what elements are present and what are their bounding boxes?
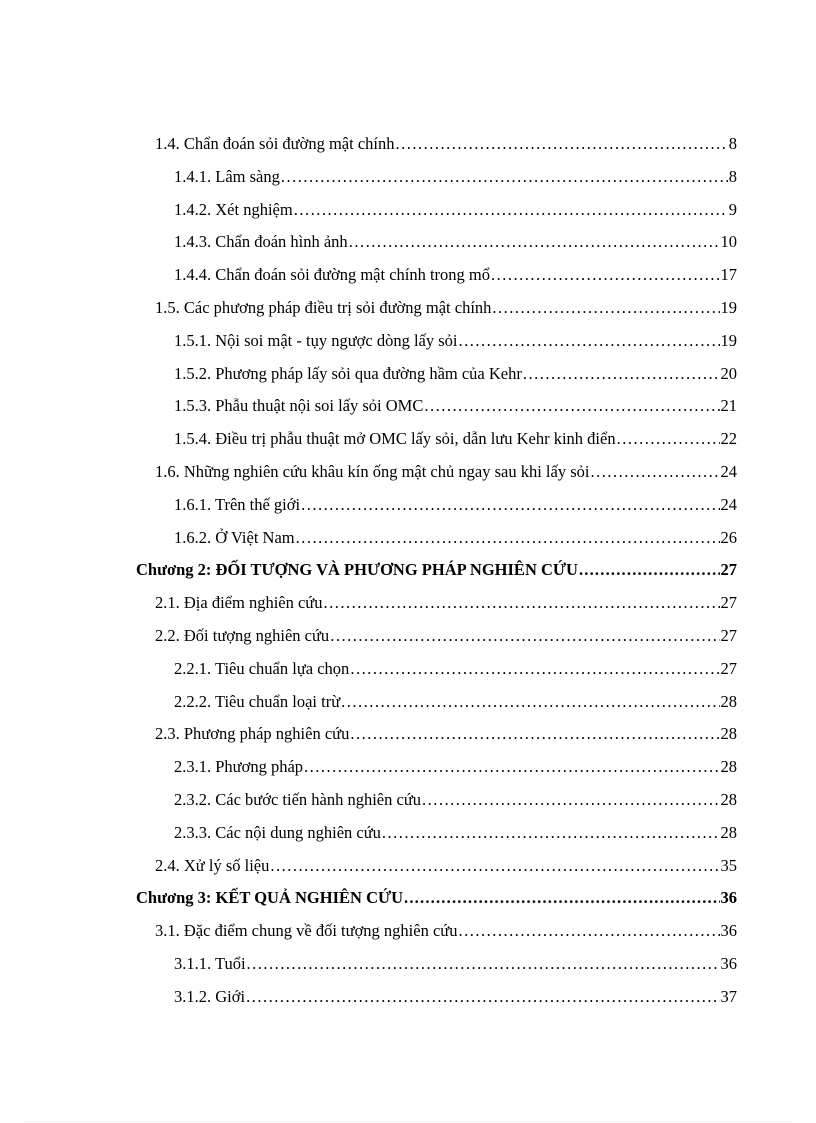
- toc-page-number: 36: [720, 954, 737, 973]
- toc-entry: [174, 821, 737, 845]
- toc-entry-title: 2.4. Xử lý số liệu: [155, 856, 270, 875]
- toc-entry: [155, 132, 737, 156]
- toc-page-number: 21: [720, 396, 737, 415]
- page-bottom-divider: [24, 1121, 792, 1122]
- dot-leader: [491, 263, 719, 287]
- toc-entry-title: 1.4. Chẩn đoán sỏi đường mật chính: [155, 134, 395, 153]
- dot-leader: [281, 165, 728, 189]
- toc-entry: [174, 329, 737, 353]
- toc-entry-title: 2.1. Địa điểm nghiên cứu: [155, 593, 323, 612]
- toc-entry-title: 1.4.3. Chẩn đoán hình ảnh: [174, 232, 348, 251]
- toc-page-number: 19: [720, 331, 737, 350]
- dot-leader: [304, 755, 719, 779]
- toc-entry: [174, 690, 737, 714]
- toc-page-number: 28: [720, 757, 737, 776]
- toc-page-number: 9: [728, 200, 737, 219]
- dot-leader: [404, 886, 719, 910]
- toc-entry: [174, 493, 737, 517]
- toc-entry: [174, 755, 737, 779]
- dot-leader: [349, 230, 720, 254]
- toc-page-number: 27: [720, 659, 737, 678]
- dot-leader: [247, 952, 720, 976]
- toc-page-number: 8: [728, 134, 737, 153]
- toc-entry: [155, 296, 737, 320]
- toc-entry: [155, 591, 737, 615]
- toc-entry: [174, 394, 737, 418]
- toc-entry: [174, 198, 737, 222]
- toc-page-number: 24: [720, 462, 737, 481]
- toc-page-number: 8: [728, 167, 737, 186]
- toc-entry-title: 3.1. Đặc điểm chung về đối tượng nghiên cứu: [155, 921, 458, 940]
- toc-entry: [174, 657, 737, 681]
- toc-page-number: 27: [720, 593, 737, 612]
- dot-leader: [579, 558, 720, 582]
- toc-page-number: 19: [720, 298, 737, 317]
- toc-page-number: 22: [720, 429, 737, 448]
- toc-entry-title: 1.4.2. Xét nghiệm: [174, 200, 293, 219]
- toc-entry: [174, 362, 737, 386]
- dot-leader: [617, 427, 720, 451]
- toc-entry-title: 1.6.2. Ở Việt Nam: [174, 528, 295, 547]
- toc-entry-title: 3.1.2. Giới: [174, 987, 246, 1006]
- toc-page-number: 10: [720, 232, 737, 251]
- toc-entry-title: Chương 2: ĐỐI TƯỢNG VÀ PHƯƠNG PHÁP NGHIÊN CỨU: [136, 560, 578, 579]
- toc-entry-title: 2.3. Phương pháp nghiên cứu: [155, 724, 350, 743]
- toc-entry-title: 2.3.1. Phương pháp: [174, 757, 304, 776]
- toc-page-number: 26: [720, 528, 737, 547]
- toc-entry: [174, 427, 737, 451]
- dot-leader: [341, 690, 719, 714]
- dot-leader: [424, 394, 719, 418]
- toc-entry-title: Chương 3: KẾT QUẢ NGHIÊN CỨU: [136, 888, 404, 907]
- toc-chapter-entry: [136, 558, 737, 582]
- toc-entry-title: 3.1.1. Tuổi: [174, 954, 246, 973]
- toc-entry: [155, 854, 737, 878]
- toc-entry: [174, 165, 737, 189]
- dot-leader: [458, 329, 719, 353]
- toc-entry-title: 1.5.2. Phương pháp lấy sỏi qua đường hầm của Kehr: [174, 364, 522, 383]
- toc-entry: [155, 460, 737, 484]
- dot-leader: [294, 198, 728, 222]
- toc-entry-title: 1.4.4. Chẩn đoán sỏi đường mật chính trong mổ: [174, 265, 491, 284]
- toc-page-number: 24: [720, 495, 737, 514]
- dot-leader: [590, 460, 719, 484]
- toc-page-number: 36: [720, 888, 737, 907]
- toc-entry: [174, 985, 737, 1009]
- dot-leader: [246, 985, 719, 1009]
- toc-entry-title: 1.5.3. Phẫu thuật nội soi lấy sỏi OMC: [174, 396, 424, 415]
- dot-leader: [458, 919, 719, 943]
- toc-entry-title: 2.2. Đối tượng nghiên cứu: [155, 626, 330, 645]
- dot-leader: [492, 296, 719, 320]
- toc-entry-title: 1.6.1. Trên thế giới: [174, 495, 301, 514]
- toc-entry: [174, 526, 737, 550]
- toc-entry: [174, 788, 737, 812]
- dot-leader: [324, 591, 720, 615]
- dot-leader: [350, 722, 719, 746]
- toc-entry-title: 1.5.1. Nội soi mật - tụy ngược dòng lấy sỏi: [174, 331, 458, 350]
- toc-entry-title: 2.2.2. Tiêu chuẩn loại trừ: [174, 692, 341, 711]
- toc-page-number: 28: [720, 790, 737, 809]
- toc-entry-title: 1.4.1. Lâm sàng: [174, 167, 280, 186]
- dot-leader: [395, 132, 727, 156]
- toc-entry-title: 1.5. Các phương pháp điều trị sỏi đường mật chính: [155, 298, 492, 317]
- dot-leader: [301, 493, 719, 517]
- toc-entry-title: 1.5.4. Điều trị phẫu thuật mở OMC lấy sỏi, dẫn lưu Kehr kinh điển: [174, 429, 616, 448]
- toc-entry-title: 1.6. Những nghiên cứu khâu kín ống mật chủ ngay sau khi lấy sỏi: [155, 462, 590, 481]
- toc-entry: [174, 952, 737, 976]
- toc-entry: [155, 919, 737, 943]
- toc-page-number: 17: [720, 265, 737, 284]
- toc-page-number: 37: [720, 987, 737, 1006]
- dot-leader: [350, 657, 719, 681]
- dot-leader: [330, 624, 719, 648]
- toc-page-number: 20: [720, 364, 737, 383]
- toc-page-number: 28: [720, 823, 737, 842]
- toc-entry: [174, 230, 737, 254]
- dot-leader: [296, 526, 720, 550]
- toc-entry-title: 2.2.1. Tiêu chuẩn lựa chọn: [174, 659, 350, 678]
- toc-entry: [155, 722, 737, 746]
- toc-entry-title: 2.3.3. Các nội dung nghiên cứu: [174, 823, 381, 842]
- toc-entry-title: 2.3.2. Các bước tiến hành nghiên cứu: [174, 790, 422, 809]
- toc-page-number: 36: [720, 921, 737, 940]
- toc-page-number: 28: [720, 724, 737, 743]
- toc-page-number: 27: [720, 626, 737, 645]
- toc-entry: [155, 624, 737, 648]
- toc-chapter-entry: [136, 886, 737, 910]
- dot-leader: [270, 854, 719, 878]
- dot-leader: [382, 821, 720, 845]
- dot-leader: [523, 362, 720, 386]
- toc-page-number: 35: [720, 856, 737, 875]
- dot-leader: [422, 788, 719, 812]
- toc-page-number: 28: [720, 692, 737, 711]
- toc-page-number: 27: [720, 560, 737, 579]
- toc-entry: [174, 263, 737, 287]
